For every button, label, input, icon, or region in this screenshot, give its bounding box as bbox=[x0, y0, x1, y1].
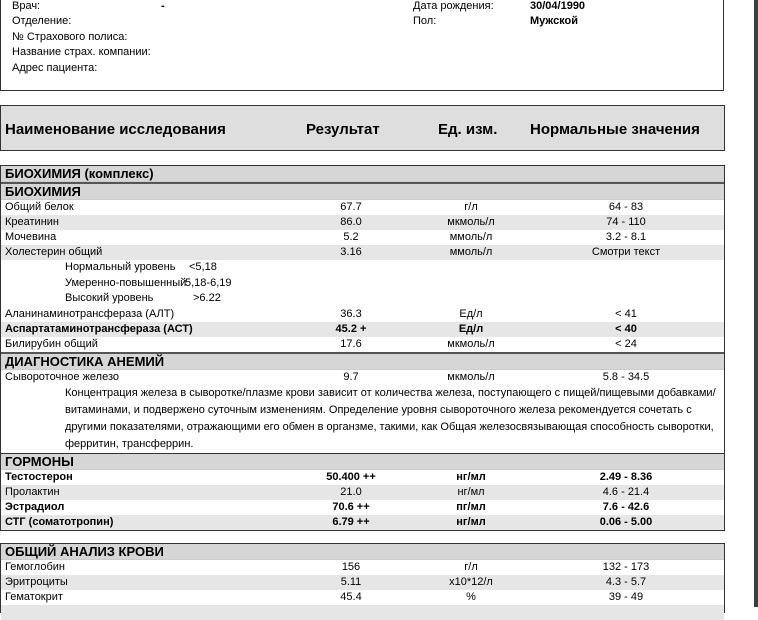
test-name: Тестостерон bbox=[5, 471, 73, 483]
table-row-abnormal bbox=[1, 515, 724, 530]
col-unit-header: Ед. изм. bbox=[438, 121, 498, 138]
test-name: Мочевина bbox=[5, 231, 57, 243]
subsection-title: БИОХИМИЯ bbox=[1, 182, 724, 200]
col-normal-header: Нормальные значения bbox=[530, 121, 700, 138]
column-header bbox=[0, 105, 725, 151]
test-normal: < 24 bbox=[615, 337, 637, 350]
test-result: 5.11 bbox=[340, 576, 362, 588]
test-result: 5.2 bbox=[343, 231, 359, 243]
level-label: Высокий уровень bbox=[65, 292, 154, 304]
col-result-header: Результат bbox=[306, 121, 380, 138]
test-normal: 132 - 173 bbox=[602, 561, 650, 573]
test-name: Сывороточное железо bbox=[5, 370, 120, 383]
test-unit: мкмоль/л bbox=[447, 216, 495, 228]
table-row bbox=[1, 485, 724, 500]
test-result: 70.6 ++ bbox=[332, 501, 370, 513]
table-row bbox=[1, 245, 724, 260]
address-label: Адрес пациента: bbox=[12, 62, 98, 74]
test-name: Эритроциты bbox=[5, 576, 68, 588]
test-name: Пролактин bbox=[5, 486, 60, 498]
section-title: ОБЩИЙ АНАЛИЗ КРОВИ bbox=[1, 544, 724, 560]
test-name: Холестерин общий bbox=[5, 246, 103, 258]
test-unit: ммоль/л bbox=[449, 231, 493, 243]
table-row bbox=[1, 575, 724, 590]
cholesterol-level-row bbox=[1, 291, 724, 307]
test-normal: 7.6 - 42.6 bbox=[602, 501, 650, 513]
test-result: 6.79 ++ bbox=[332, 516, 370, 528]
test-result: 21.0 bbox=[340, 486, 362, 498]
test-normal: < 41 bbox=[615, 307, 637, 320]
test-unit: мкмоль/л bbox=[447, 337, 495, 350]
test-name: Креатинин bbox=[5, 216, 59, 228]
test-unit: нг/мл bbox=[456, 471, 486, 483]
iron-note: Концентрация железа в сыворотке/плазме крови зависит от количества железа, поступающего с пищей/пищевыми добавками/витаминами, и подвержено суточным изменениям. Определение уровня сывороточного железа рекомендуется сочетать с другими показателями, отражающими его обмен в органзме, такими, как Общая железосвязывающая способность сыворотки, ферритин, трансферрин. bbox=[65, 386, 716, 450]
test-normal: 5.8 - 34.5 bbox=[602, 370, 650, 383]
table-row-abnormal bbox=[1, 470, 724, 485]
test-normal: 2.49 - 8.36 bbox=[599, 471, 653, 483]
test-normal: 4.6 - 21.4 bbox=[602, 486, 650, 498]
test-result: 36.3 bbox=[340, 307, 362, 320]
test-name: Аспартатаминотрансфераза (АСТ) bbox=[5, 322, 193, 335]
table-row bbox=[1, 230, 724, 245]
section-hormones bbox=[0, 453, 725, 531]
test-normal: < 40 bbox=[615, 322, 637, 335]
patient-info-box bbox=[0, 0, 724, 91]
cholesterol-level-row bbox=[1, 260, 724, 276]
test-unit: x10*12/л bbox=[449, 576, 493, 588]
test-result: 9.7 bbox=[343, 370, 359, 383]
table-row-partial bbox=[1, 605, 724, 620]
table-row bbox=[1, 370, 724, 385]
test-result: 17.6 bbox=[340, 337, 362, 350]
table-row bbox=[1, 307, 724, 322]
test-normal: 0.06 - 5.00 bbox=[599, 516, 653, 528]
table-row bbox=[1, 560, 724, 575]
table-row-abnormal bbox=[1, 322, 724, 337]
doctor-value: - bbox=[161, 0, 165, 12]
subsection-title-anemia: ДИАГНОСТИКА АНЕМИЙ bbox=[1, 352, 724, 370]
test-unit: % bbox=[466, 591, 476, 603]
test-unit: пг/мл bbox=[456, 501, 486, 513]
sex-label: Пол: bbox=[413, 15, 437, 27]
test-name: Гематокрит bbox=[5, 591, 63, 603]
table-row bbox=[1, 337, 724, 352]
cholesterol-level-row bbox=[1, 276, 724, 292]
test-unit: г/л bbox=[464, 561, 478, 573]
level-label: Нормальный уровень bbox=[65, 261, 176, 273]
test-unit: Ед/л bbox=[459, 307, 483, 320]
level-value: <5,18 bbox=[189, 261, 217, 273]
table-row bbox=[1, 590, 724, 605]
test-result: 3.16 bbox=[340, 246, 362, 258]
level-value: >6.22 bbox=[193, 292, 221, 304]
test-result: 45.4 bbox=[340, 591, 362, 603]
section-blood-count bbox=[0, 543, 725, 613]
test-name: Аланинаминотрансфераза (АЛТ) bbox=[5, 307, 175, 320]
level-label: Умеренно-повышенный bbox=[65, 276, 187, 289]
test-result: 67.7 bbox=[340, 201, 362, 213]
test-normal: 64 - 83 bbox=[608, 201, 644, 213]
sex-value: Мужской bbox=[530, 15, 579, 27]
doctor-label: Врач: bbox=[12, 0, 41, 12]
table-row bbox=[1, 200, 724, 215]
test-normal: 4.3 - 5.7 bbox=[605, 576, 647, 588]
test-unit: г/л bbox=[464, 201, 478, 213]
test-normal: 39 - 49 bbox=[608, 591, 644, 603]
test-name: Общий белок bbox=[5, 201, 74, 213]
test-result: 45.2 + bbox=[335, 322, 367, 335]
table-row-abnormal bbox=[1, 500, 724, 515]
col-name-header: Наименование исследования bbox=[5, 121, 226, 138]
scrollbar[interactable] bbox=[754, 0, 758, 607]
level-value: 5,18-6,19 bbox=[185, 276, 232, 289]
test-name: Билирубин общий bbox=[5, 337, 98, 350]
policy-label: № Страхового полиса: bbox=[12, 31, 128, 43]
section-biochemistry bbox=[0, 165, 725, 454]
birthdate-label: Дата рождения: bbox=[413, 0, 494, 12]
test-unit: мкмоль/л bbox=[447, 370, 495, 383]
birthdate-value: 30/04/1990 bbox=[530, 0, 586, 12]
test-unit: нг/мл bbox=[456, 516, 486, 528]
test-unit: ммоль/л bbox=[449, 246, 493, 258]
section-title: БИОХИМИЯ (комплекс) bbox=[1, 166, 724, 182]
test-normal: 74 - 110 bbox=[606, 216, 646, 228]
test-result: 156 bbox=[341, 561, 361, 573]
test-name: Гемоглобин bbox=[5, 561, 65, 573]
test-normal: 3.2 - 8.1 bbox=[605, 231, 647, 243]
department-label: Отделение: bbox=[12, 15, 72, 27]
table-row bbox=[1, 215, 724, 230]
test-unit: нг/мл bbox=[457, 486, 485, 498]
test-result: 86.0 bbox=[340, 216, 362, 228]
test-name: СТГ (соматотропин) bbox=[5, 516, 114, 528]
test-unit: Ед/л bbox=[458, 322, 484, 335]
section-title: ГОРМОНЫ bbox=[1, 454, 724, 470]
test-name: Эстрадиол bbox=[5, 501, 65, 513]
test-result: 50.400 ++ bbox=[326, 471, 376, 483]
insurer-label: Название страх. компании: bbox=[12, 46, 151, 58]
test-normal: Смотри текст bbox=[591, 246, 661, 258]
